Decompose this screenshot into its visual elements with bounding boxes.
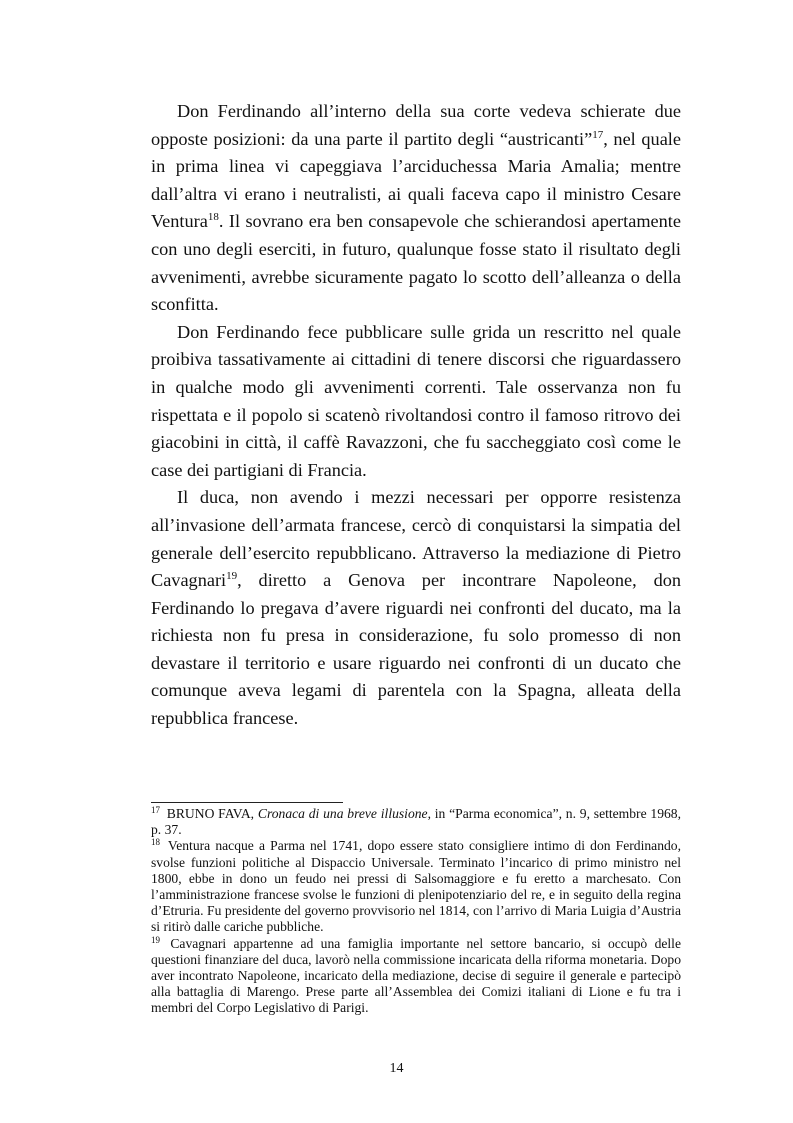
footnote-number: 18 <box>151 837 160 848</box>
paragraph-2-text: Don Ferdinando fece pubblicare sulle grida un rescritto nel quale proibiva tassativamente ai cittadini di tenere discorsi che riguardassero in qualche modo gli avvenimenti correnti. Tale osservanza non fu rispettata e il popolo si scatenò rivoltandosi contro il famoso ritrovo dei giacobini in città, il caffè Ravazzoni, che fu saccheggiato così come le case dei partigiani di Francia. <box>151 321 681 480</box>
footnote-19 <box>151 936 681 1017</box>
footnote-number: 19 <box>151 934 160 945</box>
paragraph-1-text-c: . Il sovrano era ben consapevole che schierandosi apertamente con uno degli eserciti, in futuro, qualunque fosse stato il risultato degli avvenimenti, avrebbe sicuramente pagato lo scotto dell’alleanza o della sconfitta. <box>151 211 681 315</box>
footnote-divider <box>151 802 343 803</box>
footnote-ref-18: 18 <box>207 211 219 224</box>
footnote-17 <box>151 806 681 838</box>
paragraph-1-text-a: Don Ferdinando all’interno della sua corte vedeva schierate due opposte posizioni: da una parte il partito degli “austricanti” <box>151 101 681 149</box>
body-text <box>151 98 681 733</box>
page-number: 14 <box>389 1061 404 1076</box>
footnotes <box>151 806 681 1017</box>
footnote-ref-19: 19 <box>226 570 238 583</box>
footnote-number: 17 <box>151 805 160 815</box>
paragraph-1-text-b: , nel quale in prima linea vi capeggiava l’arciduchessa Maria Amalia; mentre dall’altra vi erano i neutralisti, ai quali faceva capo il ministro Cesare Ventura <box>151 128 682 232</box>
footnote-author: BRUNO FAVA, <box>166 806 255 821</box>
footnote-18 <box>151 838 681 935</box>
footnote-ref-17: 17 <box>592 128 604 141</box>
footnote-text: , in “Parma economica”, n. 9, settembre 1968, p. 37. <box>151 806 681 838</box>
paragraph-1 <box>151 98 681 319</box>
footnote-title: Cronaca di una breve illusione <box>257 806 428 821</box>
paragraph-3-text-a: Il duca, non avendo i mezzi necessari per opporre resistenza all’invasione dell’armata francese, cercò di conquistarsi la simpatia del generale dell’esercito repubblicano. Attraverso la mediazione di Pietro Cavagnari <box>151 487 681 591</box>
paragraph-3 <box>151 484 681 732</box>
paragraph-2 <box>151 319 681 485</box>
footnote-text: Cavagnari appartenne ad una famiglia importante nel settore bancario, si occupò delle questioni finanziare del duca, lavorò nella commissione incaricata della riforma monetaria. Dopo aver incontrato Napoleone, incaricato della mediazione, decise di seguire il generale e partecipò alla battaglia di Marengo. Prese parte all’Assemblea dei Comizi italiani di Lione e fu tra i membri del Corpo Legislativo di Parigi. <box>151 935 681 1016</box>
paragraph-3-text-b: , diretto a Genova per incontrare Napoleone, don Ferdinando lo pregava d’avere riguardi nei confronti del ducato, ma la richiesta non fu presa in considerazione, fu solo promesso di non devastare il territorio e usare riguardo nei confronti di un ducato che comunque aveva legami di parentela con la Spagna, alleata della repubblica francese. <box>151 570 681 729</box>
footnote-text: Ventura nacque a Parma nel 1741, dopo essere stato consigliere intimo di don Ferdinando, svolse funzioni politiche al Dispaccio Universale. Terminato l’incarico di primo ministro nel 1800, ebbe in dono un feudo nei pressi di Salsomaggiore e fu eretto a marchesato. Con l’amministrazione francese svolse le funzioni di plenipotenziario del re, e in seguito della regina d’Etruria. Fu presidente del governo provvisorio nel 1814, con l’arrivo di Maria Luigia d’Austria si ritirò dalle cariche pubbliche. <box>151 838 681 935</box>
